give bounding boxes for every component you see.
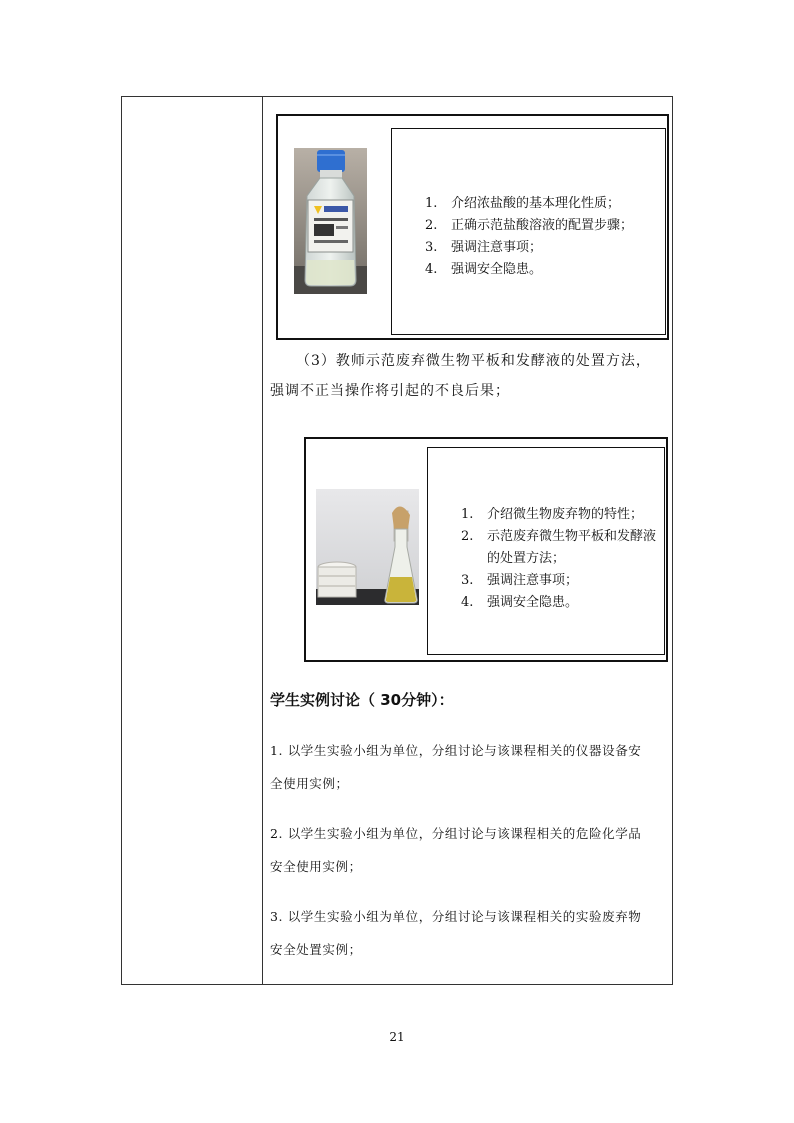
- discussion-item-3: 3. 以学生实验小组为单位，分组讨论与该课程相关的实验废弃物 安全处置实例；: [270, 909, 642, 957]
- list-item: 1. 介绍浓盐酸的基本理化性质；: [425, 196, 621, 211]
- reagent-bottle-icon: [294, 148, 367, 294]
- step3-line2: 强调不正当操作将引起的不良后果；: [270, 383, 510, 399]
- list-item: 2. 示范废弃微生物平板和发酵液的处置方法；: [461, 529, 657, 566]
- page-number: 21: [389, 1030, 405, 1044]
- discussion-item-1: 1. 以学生实验小组为单位，分组讨论与该课程相关的仪器设备安 全使用实例；: [270, 743, 642, 791]
- discussion-heading: 学生实例讨论（ 30分钟）：: [270, 691, 454, 709]
- figure2-list: [461, 504, 661, 614]
- list-item: 1. 介绍微生物废弃物的特性；: [461, 507, 644, 522]
- table-column-divider: [262, 96, 263, 985]
- culture-flask-icon: [316, 489, 419, 605]
- hcl-bottle-photo: [294, 148, 367, 294]
- list-item: 3. 强调注意事项；: [425, 240, 543, 255]
- figure1-list: [425, 193, 660, 281]
- figure2-text-panel: [427, 447, 665, 655]
- waste-culture-photo: [316, 489, 419, 605]
- list-item: 3. 强调注意事项；: [461, 573, 579, 588]
- list-item: 2. 正确示范盐酸溶液的配置步骤；: [425, 218, 634, 233]
- discussion-item-2: 2. 以学生实验小组为单位，分组讨论与该课程相关的危险化学品 安全使用实例；: [270, 826, 642, 874]
- figure-hcl-slide: [276, 114, 669, 340]
- figure-waste-slide: [304, 437, 668, 662]
- step3-paragraph: [270, 346, 666, 406]
- step3-line1: （3）教师示范废弃微生物平板和发酵液的处置方法，: [296, 353, 651, 369]
- list-item: 4. 强调安全隐患。: [461, 595, 579, 610]
- figure1-text-panel: [391, 128, 666, 335]
- list-item: 4. 强调安全隐患。: [425, 262, 543, 277]
